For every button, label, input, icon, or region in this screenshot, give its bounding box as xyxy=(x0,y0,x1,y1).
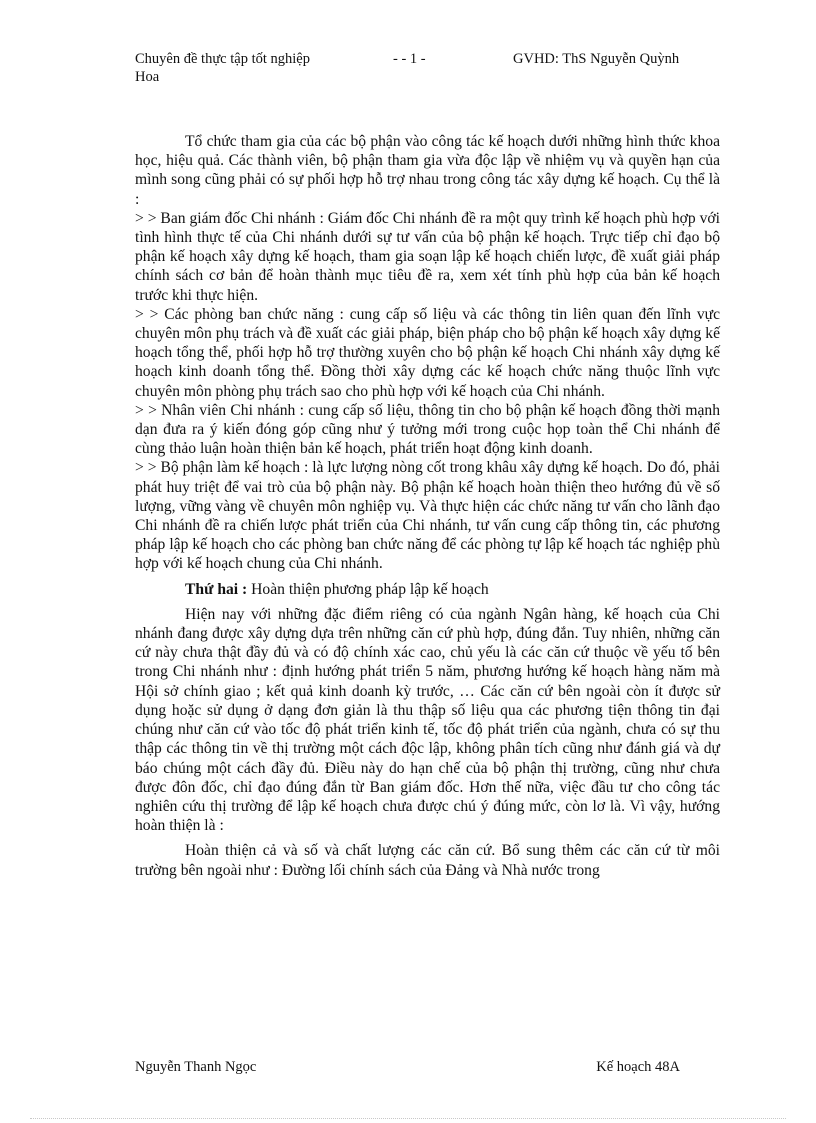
header-advisor: GVHD: ThS Nguyễn Quỳnh xyxy=(513,51,680,67)
paragraph-improvement: Hoàn thiện cả và số và chất lượng các căn cứ. Bổ sung thêm các căn cứ từ môi trường bên ngoài như : Đường lối chính sách của Đảng và Nhà nước trong xyxy=(135,842,720,879)
page-header xyxy=(135,50,705,85)
paragraph-intro: Tổ chức tham gia của các bộ phận vào công tác kế hoạch dưới những hình thức khoa học, hiệu quả. Các thành viên, bộ phận tham gia vừa độc lập về nhiệm vụ và quyền hạn của mình song cũng phải có sự phối hợp hỗ trợ nhau trong công tác xây dựng kế hoạch. Cụ thể là : xyxy=(135,133,720,208)
page-bottom-divider xyxy=(30,1118,786,1119)
header-advisor-continued: Hoa xyxy=(135,69,160,85)
footer-class: Kế hoạch 48A xyxy=(596,1059,680,1075)
bullet-staff: > > Nhân viên Chi nhánh : cung cấp số liệu, thông tin cho bộ phận kế hoạch đồng thời mạnh dạn đưa ra ý kiến đóng góp cũng như ý tưởng mới trong cuộc họp toàn thể Chi nhánh để cùng thảo luận hoàn thiện bản kế hoạch, phát triển hoạt động kinh doanh. xyxy=(135,401,720,458)
section-label: Thứ hai : xyxy=(185,580,248,598)
paragraph-current-situation: Hiện nay với những đặc điểm riêng có của ngành Ngân hàng, kế hoạch của Chi nhánh đang được xây dựng dựa trên những căn cứ phù hợp, đúng đắn. Tuy nhiên, những căn cứ này chưa thật đầy đủ và có độ chính xác cao, chủ yếu là các căn cứ thuộc về yếu tố bên trong Chi nhánh như : định hướng phát triển 5 năm, phương hướng kế hoạch hàng năm mà Hội sở chính giao ; kết quả kinh doanh kỳ trước, … Các căn cứ bên ngoài còn ít được sử dụng hoặc sử dụng ở dạng đơn giản là thu thập số liệu qua các phương tiện thông tin đại chúng như căn cứ vào tốc độ phát triển kinh tế, tốc độ phát triển của ngành, chưa có sự thu thập các thông tin về thị trường một cách độc lập, không phân tích cũng như đánh giá và dự báo chúng một cách đầy đủ. Điều này do hạn chế của bộ phận thị trường, cũng như chưa được đôn đốc, chỉ đạo đúng đắn từ Ban giám đốc. Hơn thế nữa, việc đầu tư cho công tác nghiên cứu thị trường để lập kế hoạch chưa được chú ý đúng mức, còn lơ là. Vì vậy, hướng hoàn thiện là : xyxy=(135,605,720,835)
bullet-planning-department: > > Bộ phận làm kế hoạch : là lực lượng nòng cốt trong khâu xây dựng kế hoạch. Do đó, phải phát huy triệt để vai trò của bộ phận này. Bộ phận kế hoạch hoàn thiện theo hướng đủ về số lượng, vững vàng về chuyên môn nghiệp vụ. Và thực hiện các chức năng tư vấn cho lãnh đạo Chi nhánh đề ra chiến lược phát triển của Chi nhánh, tư vấn cung cấp thông tin, các phương pháp lập kế hoạch cho các phòng ban chức năng để các phòng tự lập kế hoạch tác nghiệp phù hợp với kế hoạch chung của Chi nhánh. xyxy=(135,459,720,573)
bullet-board-of-directors: > > Ban giám đốc Chi nhánh : Giám đốc Chi nhánh đề ra một quy trình kế hoạch phù hợp với tình hình thực tế của Chi nhánh dưới sự tư vấn của bộ phận kế hoạch. Trực tiếp chỉ đạo bộ phận kế hoạch xây dựng kế hoạch, tham gia soạn lập kế hoạch chiến lược, đề xuất giải pháp chính sách cơ bản để hoàn thành mục tiêu đề ra, xem xét tính phù hợp của bản kế hoạch trước khi thực hiện. xyxy=(135,209,720,304)
header-topic: Chuyên đề thực tập tốt nghiệp xyxy=(135,51,310,67)
section-text: Hoàn thiện phương pháp lập kế hoạch xyxy=(251,580,489,598)
footer-author: Nguyễn Thanh Ngọc xyxy=(135,1059,257,1075)
header-page-number: - - 1 - xyxy=(393,51,426,67)
document-body xyxy=(135,132,720,880)
bullet-functional-departments: > > Các phòng ban chức năng : cung cấp số liệu và các thông tin liên quan đến lĩnh vực chuyên môn phụ trách và đề xuất các giải pháp, biện pháp cho bộ phận kế hoạch xây dựng kế hoạch tổng thể, phối hợp hỗ trợ thường xuyên cho bộ phận kế hoạch Chi nhánh xây dựng kế hoạch kinh doanh tổng thể. Đồng thời xây dựng các kế hoạch chức năng thuộc lĩnh vực chuyên môn phòng phụ trách sao cho phù hợp với kế hoạch của Chi nhánh. xyxy=(135,305,720,400)
section-heading xyxy=(135,580,720,599)
